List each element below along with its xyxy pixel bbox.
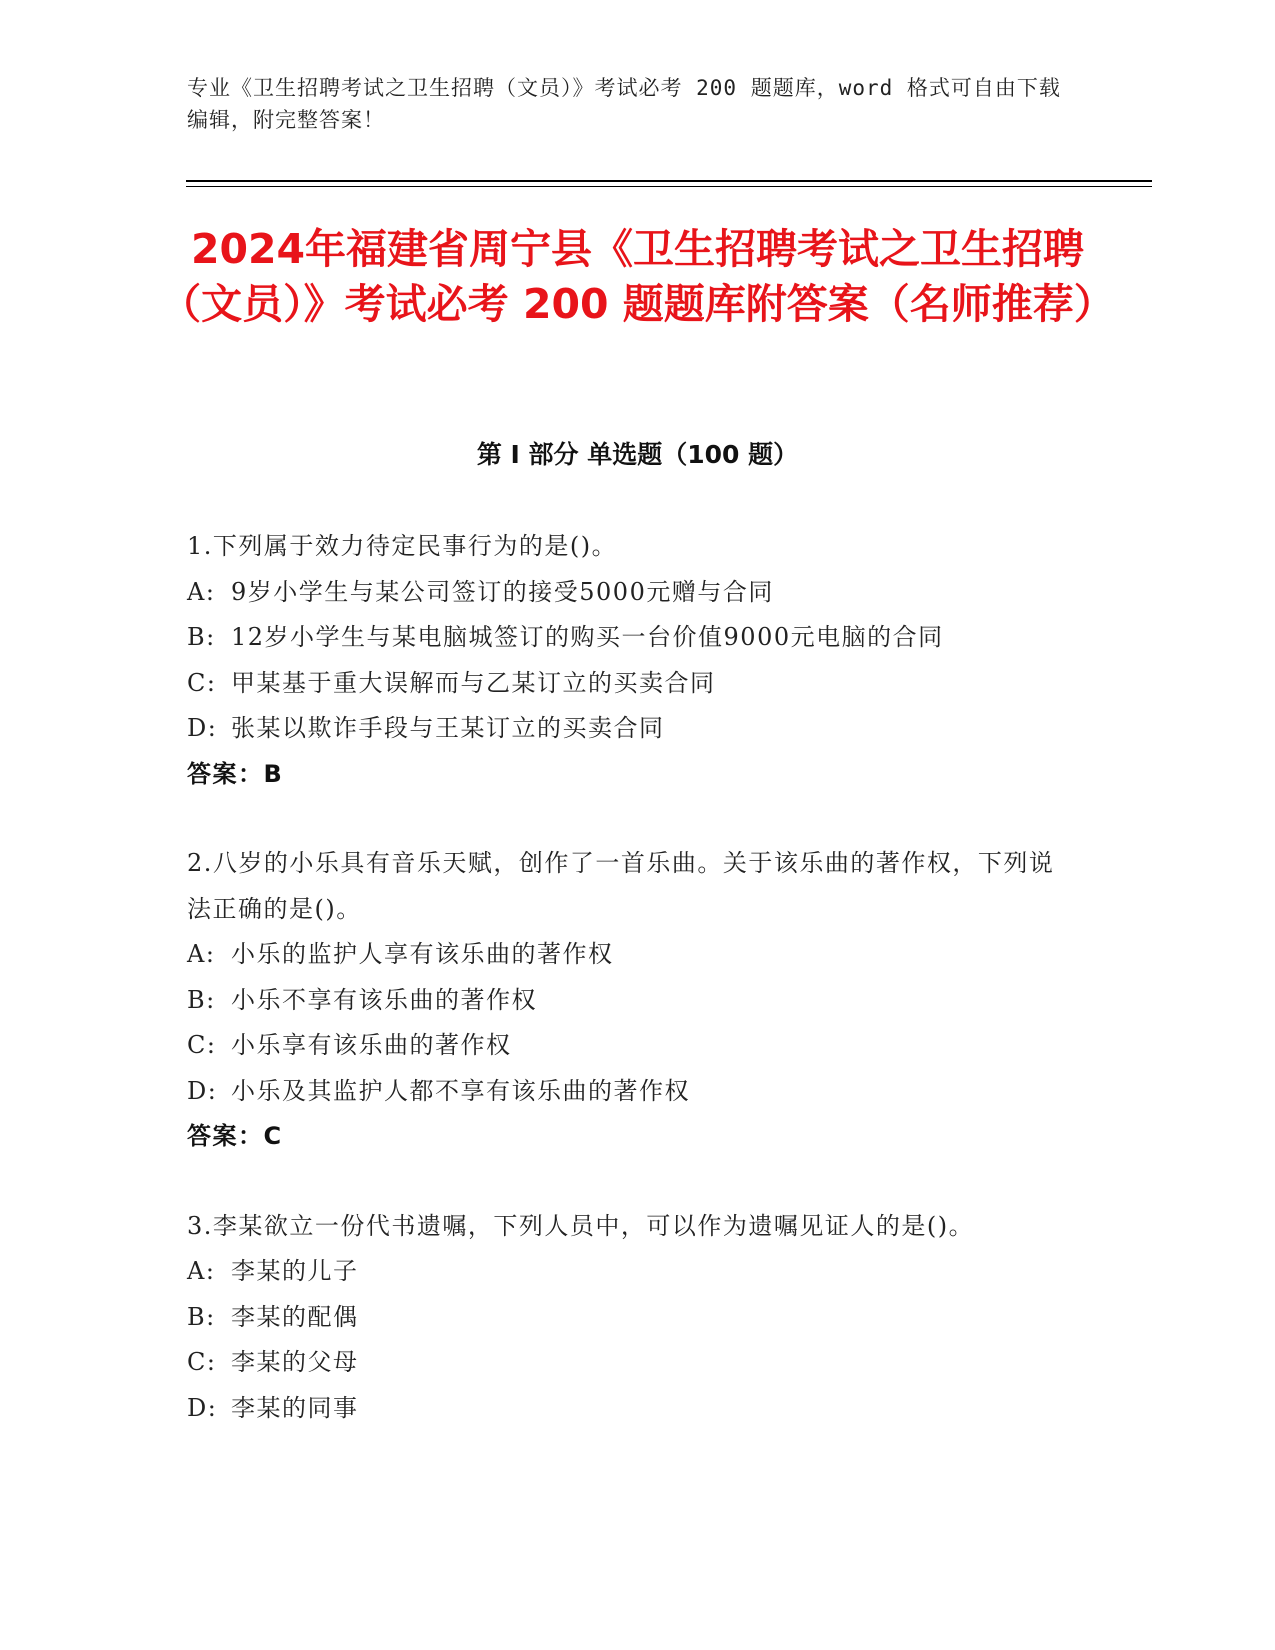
option-b <box>187 615 1067 661</box>
option-text: 张某以欺诈手段与王某订立的买卖合同 <box>231 714 665 742</box>
option-c <box>187 1340 1067 1386</box>
question-2 <box>187 841 1067 1160</box>
section-title: 第 I 部分 单选题（100 题） <box>476 440 799 469</box>
question-1 <box>187 524 1067 797</box>
option-a <box>187 570 1067 616</box>
option-text: 小乐享有该乐曲的著作权 <box>231 1031 512 1059</box>
option-text: 李某的同事 <box>231 1393 359 1422</box>
question-list <box>187 524 1067 1475</box>
option-label: C: <box>187 1031 217 1059</box>
question-3 <box>187 1204 1067 1432</box>
option-text: 李某的儿子 <box>231 1257 359 1285</box>
option-text: 甲某基于重大误解而与乙某订立的买卖合同 <box>231 668 716 697</box>
option-label: B: <box>187 1302 216 1331</box>
option-text: 小乐不享有该乐曲的著作权 <box>231 985 537 1014</box>
answer-line: 答案：B <box>187 759 284 788</box>
question-text: 3.李某欲立一份代书遗嘱，下列人员中，可以作为遗嘱见证人的是()。 <box>187 1211 975 1240</box>
option-label: B: <box>187 985 216 1014</box>
option-label: D: <box>187 714 218 742</box>
option-text: 12岁小学生与某电脑城签订的购买一台价值9000元电脑的合同 <box>231 623 944 651</box>
option-label: D: <box>187 1076 218 1105</box>
option-b <box>187 1295 1067 1341</box>
option-label: A: <box>187 1257 216 1285</box>
document-title: 2024年福建省周宁县《卫生招聘考试之卫生招聘（文员）》考试必考 200 题题库附答案（名师推荐） <box>160 225 1115 328</box>
option-text: 李某的父母 <box>231 1348 359 1376</box>
option-d <box>187 1386 1067 1432</box>
header-divider-thin <box>186 186 1152 187</box>
answer-line: 答案：C <box>187 1122 283 1150</box>
option-c <box>187 1023 1067 1069</box>
option-text: 小乐的监护人享有该乐曲的著作权 <box>231 940 614 968</box>
header-note: 专业《卫生招聘考试之卫生招聘（文员）》考试必考 200 题题库，word 格式可自由下载编辑，附完整答案！ <box>187 76 1061 132</box>
option-text: 李某的配偶 <box>231 1302 359 1331</box>
question-text: 1.下列属于效力待定民事行为的是()。 <box>187 532 618 560</box>
option-text: 9岁小学生与某公司签订的接受5000元赠与合同 <box>231 577 774 606</box>
header-divider-thick <box>186 180 1152 182</box>
option-label: A: <box>187 577 216 606</box>
option-label: B: <box>187 623 216 651</box>
option-label: A: <box>187 940 216 968</box>
option-text: 小乐及其监护人都不享有该乐曲的著作权 <box>231 1076 690 1105</box>
option-label: C: <box>187 668 217 697</box>
option-b <box>187 978 1067 1024</box>
option-a <box>187 1249 1067 1295</box>
option-d <box>187 706 1067 752</box>
option-a <box>187 932 1067 978</box>
question-text: 2.八岁的小乐具有音乐天赋，创作了一首乐曲。关于该乐曲的著作权，下列说法正确的是()。 <box>187 849 1055 923</box>
option-d <box>187 1069 1067 1115</box>
option-c <box>187 661 1067 707</box>
option-label: D: <box>187 1393 218 1422</box>
option-label: C: <box>187 1348 217 1376</box>
